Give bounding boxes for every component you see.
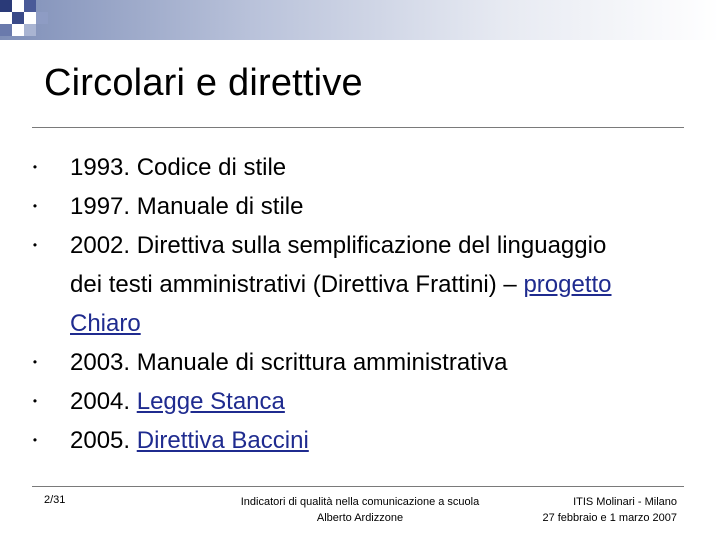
bullet-dot-icon: • [32,394,38,408]
footer-center [210,494,510,526]
progetto-chiaro-link[interactable]: progetto Chiaro [70,271,612,337]
bullet-text: 2005. [70,427,137,454]
slide-title: Circolari e direttive [44,62,363,104]
bullet-list [30,148,670,460]
title-divider [32,127,684,128]
legge-stanca-link[interactable]: Legge Stanca [136,388,285,415]
header-decoration [0,0,720,40]
bullet-item-2002 [30,226,630,343]
bullet-dot-icon: • [32,199,38,213]
bullet-dot-icon: • [32,160,38,174]
bullet-item-2005 [30,421,630,460]
page-number: 2/31 [44,494,66,506]
direttiva-baccini-link[interactable]: Direttiva Baccini [136,427,309,454]
bullet-text: 1997. Manuale di stile [70,193,304,220]
bullet-item-2004 [30,382,630,421]
header-checker-decoration [0,0,60,40]
bullet-item-2003 [30,343,630,382]
footer-date: 27 febbraio e 1 marzo 2007 [542,512,677,524]
footer-right [500,494,677,526]
bullet-text: 1993. Codice di stile [70,154,287,181]
footer-institution: ITIS Molinari - Milano [573,496,677,508]
bullet-item-1993 [30,148,630,187]
bullet-dot-icon: • [32,355,38,369]
bullet-dot-icon: • [32,433,38,447]
bullet-text: 2004. [70,388,137,415]
footer-course-title: Indicatori di qualità nella comunicazione a scuola [240,496,480,508]
bullet-text: 2003. Manuale di scrittura amministrativa [70,349,508,376]
footer-author: Alberto Ardizzone [316,512,404,524]
bullet-item-1997 [30,187,630,226]
bullet-dot-icon: • [32,238,38,252]
footer-divider [32,486,684,487]
bullet-text: 2002. Direttiva sulla semplificazione del linguaggio dei testi amministrativi (Direttiva Frattini) – [70,232,607,298]
